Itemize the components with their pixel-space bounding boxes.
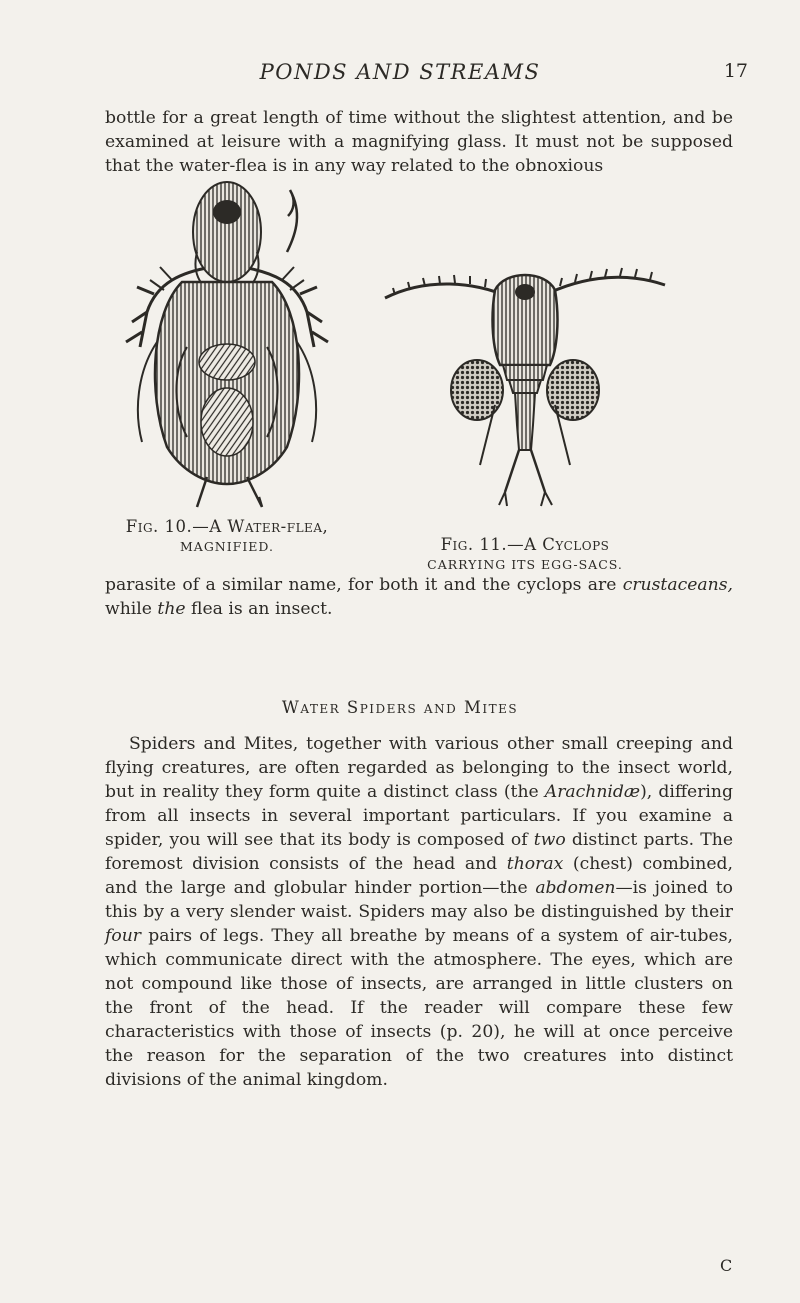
text-run: pairs of legs. They all breathe by means of a system of air-tubes, which communicate direct with the atmosphere. The eyes, which are not compound like those of insects, are arranged in little clusters on the front of the head. If the reader will compare these few characteristics with those of insects (p. 20), he will at once perceive the reason for the separation of the two creatures into distinct divisions of the animal kingdom. bbox=[105, 926, 733, 1090]
paragraph-continuation: bottle for a great length of time without the slightest attention, and be examined at leisure with a magnifying glass. It must not be supposed that the water-flea is in any way related to the obnoxious bbox=[105, 108, 733, 176]
running-head bbox=[0, 60, 800, 90]
text-run: while bbox=[105, 599, 158, 619]
emphasis-thorax: thorax bbox=[506, 854, 564, 874]
figure-cyclops bbox=[365, 230, 685, 572]
text-run: —is joined to this by a very slender waist. Spiders may also be distinguished by their bbox=[105, 878, 733, 922]
emphasis-the: the bbox=[157, 599, 186, 619]
paragraph-parasite bbox=[105, 573, 733, 621]
paragraph-spiders bbox=[105, 732, 733, 1092]
page-number: 17 bbox=[723, 60, 748, 82]
text-run: ), differing from all insects in several important particulars. If you examine a spider, you will see that its body is composed of bbox=[105, 782, 733, 850]
text-run: Spiders and Mites, together with various other small creeping and flying creatures, are often regarded as belonging to the insect world, but in reality they form quite a distinct class (the bbox=[105, 734, 733, 802]
caption-fig-11-label: Fig. 11.—A Cyclops bbox=[440, 535, 610, 554]
caption-fig-10 bbox=[112, 517, 342, 557]
emphasis-four: four bbox=[105, 926, 141, 946]
caption-fig-11-sublabel: CARRYING ITS EGG-SACS. bbox=[427, 557, 623, 572]
caption-fig-11 bbox=[365, 535, 685, 575]
emphasis-abdomen: abdomen bbox=[535, 878, 616, 898]
text-run: (chest) combined, and the large and globular hinder portion—the bbox=[105, 854, 733, 898]
water-flea-illustration bbox=[112, 172, 342, 512]
text-run: flea is an insect. bbox=[185, 599, 333, 619]
emphasis-arachnidae: Arachnidæ bbox=[544, 782, 641, 802]
emphasis-two: two bbox=[533, 830, 566, 850]
running-title: PONDS AND STREAMS bbox=[259, 60, 541, 84]
cyclops-illustration bbox=[365, 230, 685, 530]
caption-fig-10-label: Fig. 10.—A Water-flea, bbox=[125, 517, 329, 536]
emphasis-crustaceans: crustaceans, bbox=[622, 575, 733, 595]
signature-mark: C bbox=[720, 1256, 733, 1275]
section-heading: Water Spiders and Mites bbox=[281, 698, 519, 717]
text-run: distinct parts. The foremost division consists of the head and bbox=[105, 830, 733, 874]
caption-fig-10-sublabel: MAGNIFIED. bbox=[180, 539, 274, 554]
text-run: parasite of a similar name, for both it and the cyclops are bbox=[105, 575, 623, 595]
figure-water-flea bbox=[112, 172, 342, 557]
